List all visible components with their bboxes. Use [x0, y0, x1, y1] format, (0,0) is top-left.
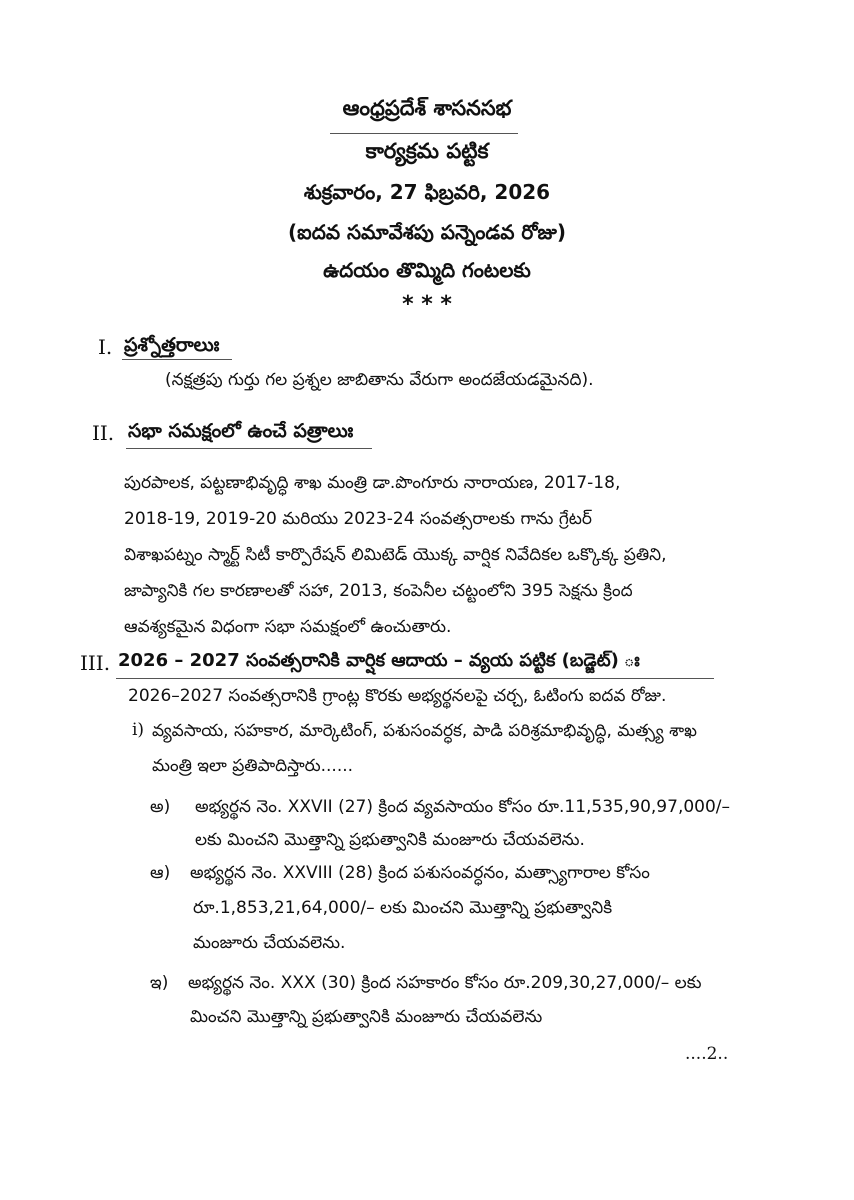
section-2-underline — [126, 448, 372, 449]
demand-text-line: అభ్యర్థన నెం. XXVII (27) క్రింద వ్యవసాయం కోసం రూ.11,535,90,97,000/– — [195, 797, 731, 817]
demand-marker: ఆ) — [150, 863, 171, 883]
item-text-line: మంత్రి ఇలా ప్రతిపాదిస్తారు...... — [152, 756, 354, 776]
demand-text-line: రూ.1,853,21,64,000/– లకు మించని మొత్తాన్ని ప్రభుత్వానికి — [193, 898, 613, 918]
demand-text-line: మించని మొత్తాన్ని ప్రభుత్వానికి మంజూరు చేయవలెను — [190, 1007, 543, 1027]
paper-text-line: విశాఖపట్నం స్మార్ట్ సిటీ కార్పొరేషన్ లిమిటెడ్ యొక్క వార్షిక నివేదికల ఒక్కొక్క ప్రతిని, — [124, 545, 667, 565]
section-1-underline — [122, 359, 232, 360]
document-subtitle: కార్యక్రమ పట్టిక — [365, 139, 489, 163]
demand-text-line: మంజూరు చేయవలెను. — [193, 933, 346, 953]
paper-text-line: 2018-19, 2019-20 మరియు 2023-24 సంవత్సరాలకు గాను గ్రేటర్ — [124, 509, 592, 529]
section-3-heading: 2026 – 2027 సంవత్సరానికి వార్షిక ఆదాయ – వ్యయ పట్టిక (బడ్జెట్) ః — [118, 650, 640, 671]
page-continuation-marker: ....2.. — [685, 1044, 729, 1064]
demand-text-line: అభ్యర్థన నెం. XXX (30) క్రింద సహకారం కోసం రూ.209,30,27,000/– లకు — [188, 973, 702, 993]
demand-text-line: అభ్యర్థన నెం. XXVIII (28) క్రింద పశుసంవర్ధనం, మత్స్యాగారాల కోసం — [190, 863, 650, 883]
document-title: ఆంధ్రప్రదేశ్ శాసనసభ — [342, 96, 512, 120]
paper-text-line: ఆవశ్యకమైన విధంగా సభా సమక్షంలో ఉంచుతారు. — [124, 617, 452, 637]
section-1-heading: ప్రశ్నోత్తరాలుః — [124, 334, 220, 356]
section-1-numeral: I. — [98, 335, 113, 359]
section-3-underline — [116, 678, 714, 679]
sitting-time: ఉదయం తొమ్మిది గంటలకు — [323, 258, 531, 282]
stars-separator: * * * — [402, 292, 452, 317]
section-1-note: (నక్షత్రపు గుర్తు గల ప్రశ్నల జాబితాను వేరుగా అందజేయడమైనది). — [165, 370, 594, 390]
demand-text-line: లకు మించని మొత్తాన్ని ప్రభుత్వానికి మంజూరు చేయవలెను. — [195, 830, 585, 850]
paper-text-line: జాప్యానికి గల కారణాలతో సహా, 2013, కంపెనీల చట్టంలోని 395 సెక్షను క్రింద — [124, 581, 633, 601]
paper-text-line: పురపాలక, పట్టణాభివృద్ధి శాఖ మంత్రి డా.పొంగూరు నారాయణ, 2017-18, — [124, 473, 621, 493]
section-2-numeral: II. — [92, 421, 115, 445]
item-text-line: వ్యవసాయ, సహకార, మార్కెటింగ్, పశుసంవర్ధక, పాడి పరిశ్రమాభివృద్ధి, మత్స్య శాఖ — [152, 721, 697, 741]
section-3-numeral: III. — [80, 651, 111, 675]
demand-marker: ఇ) — [150, 973, 169, 993]
demand-marker: అ) — [150, 797, 171, 817]
budget-intro: 2026–2027 సంవత్సరానికి గ్రాంట్ల కొరకు అభ్యర్థనలపై చర్చ, ఓటింగు ఐదవ రోజు. — [128, 686, 667, 706]
document-date: శుక్రవారం, 27 ఫిబ్రవరి, 2026 — [303, 180, 551, 204]
item-marker: i) — [132, 720, 145, 740]
section-2-heading: సభా సమక్షంలో ఉంచే పత్రాలుః — [128, 420, 354, 442]
title-divider — [330, 133, 518, 134]
session-info: (ఐదవ సమావేశపు పన్నెండవ రోజు) — [288, 220, 566, 244]
